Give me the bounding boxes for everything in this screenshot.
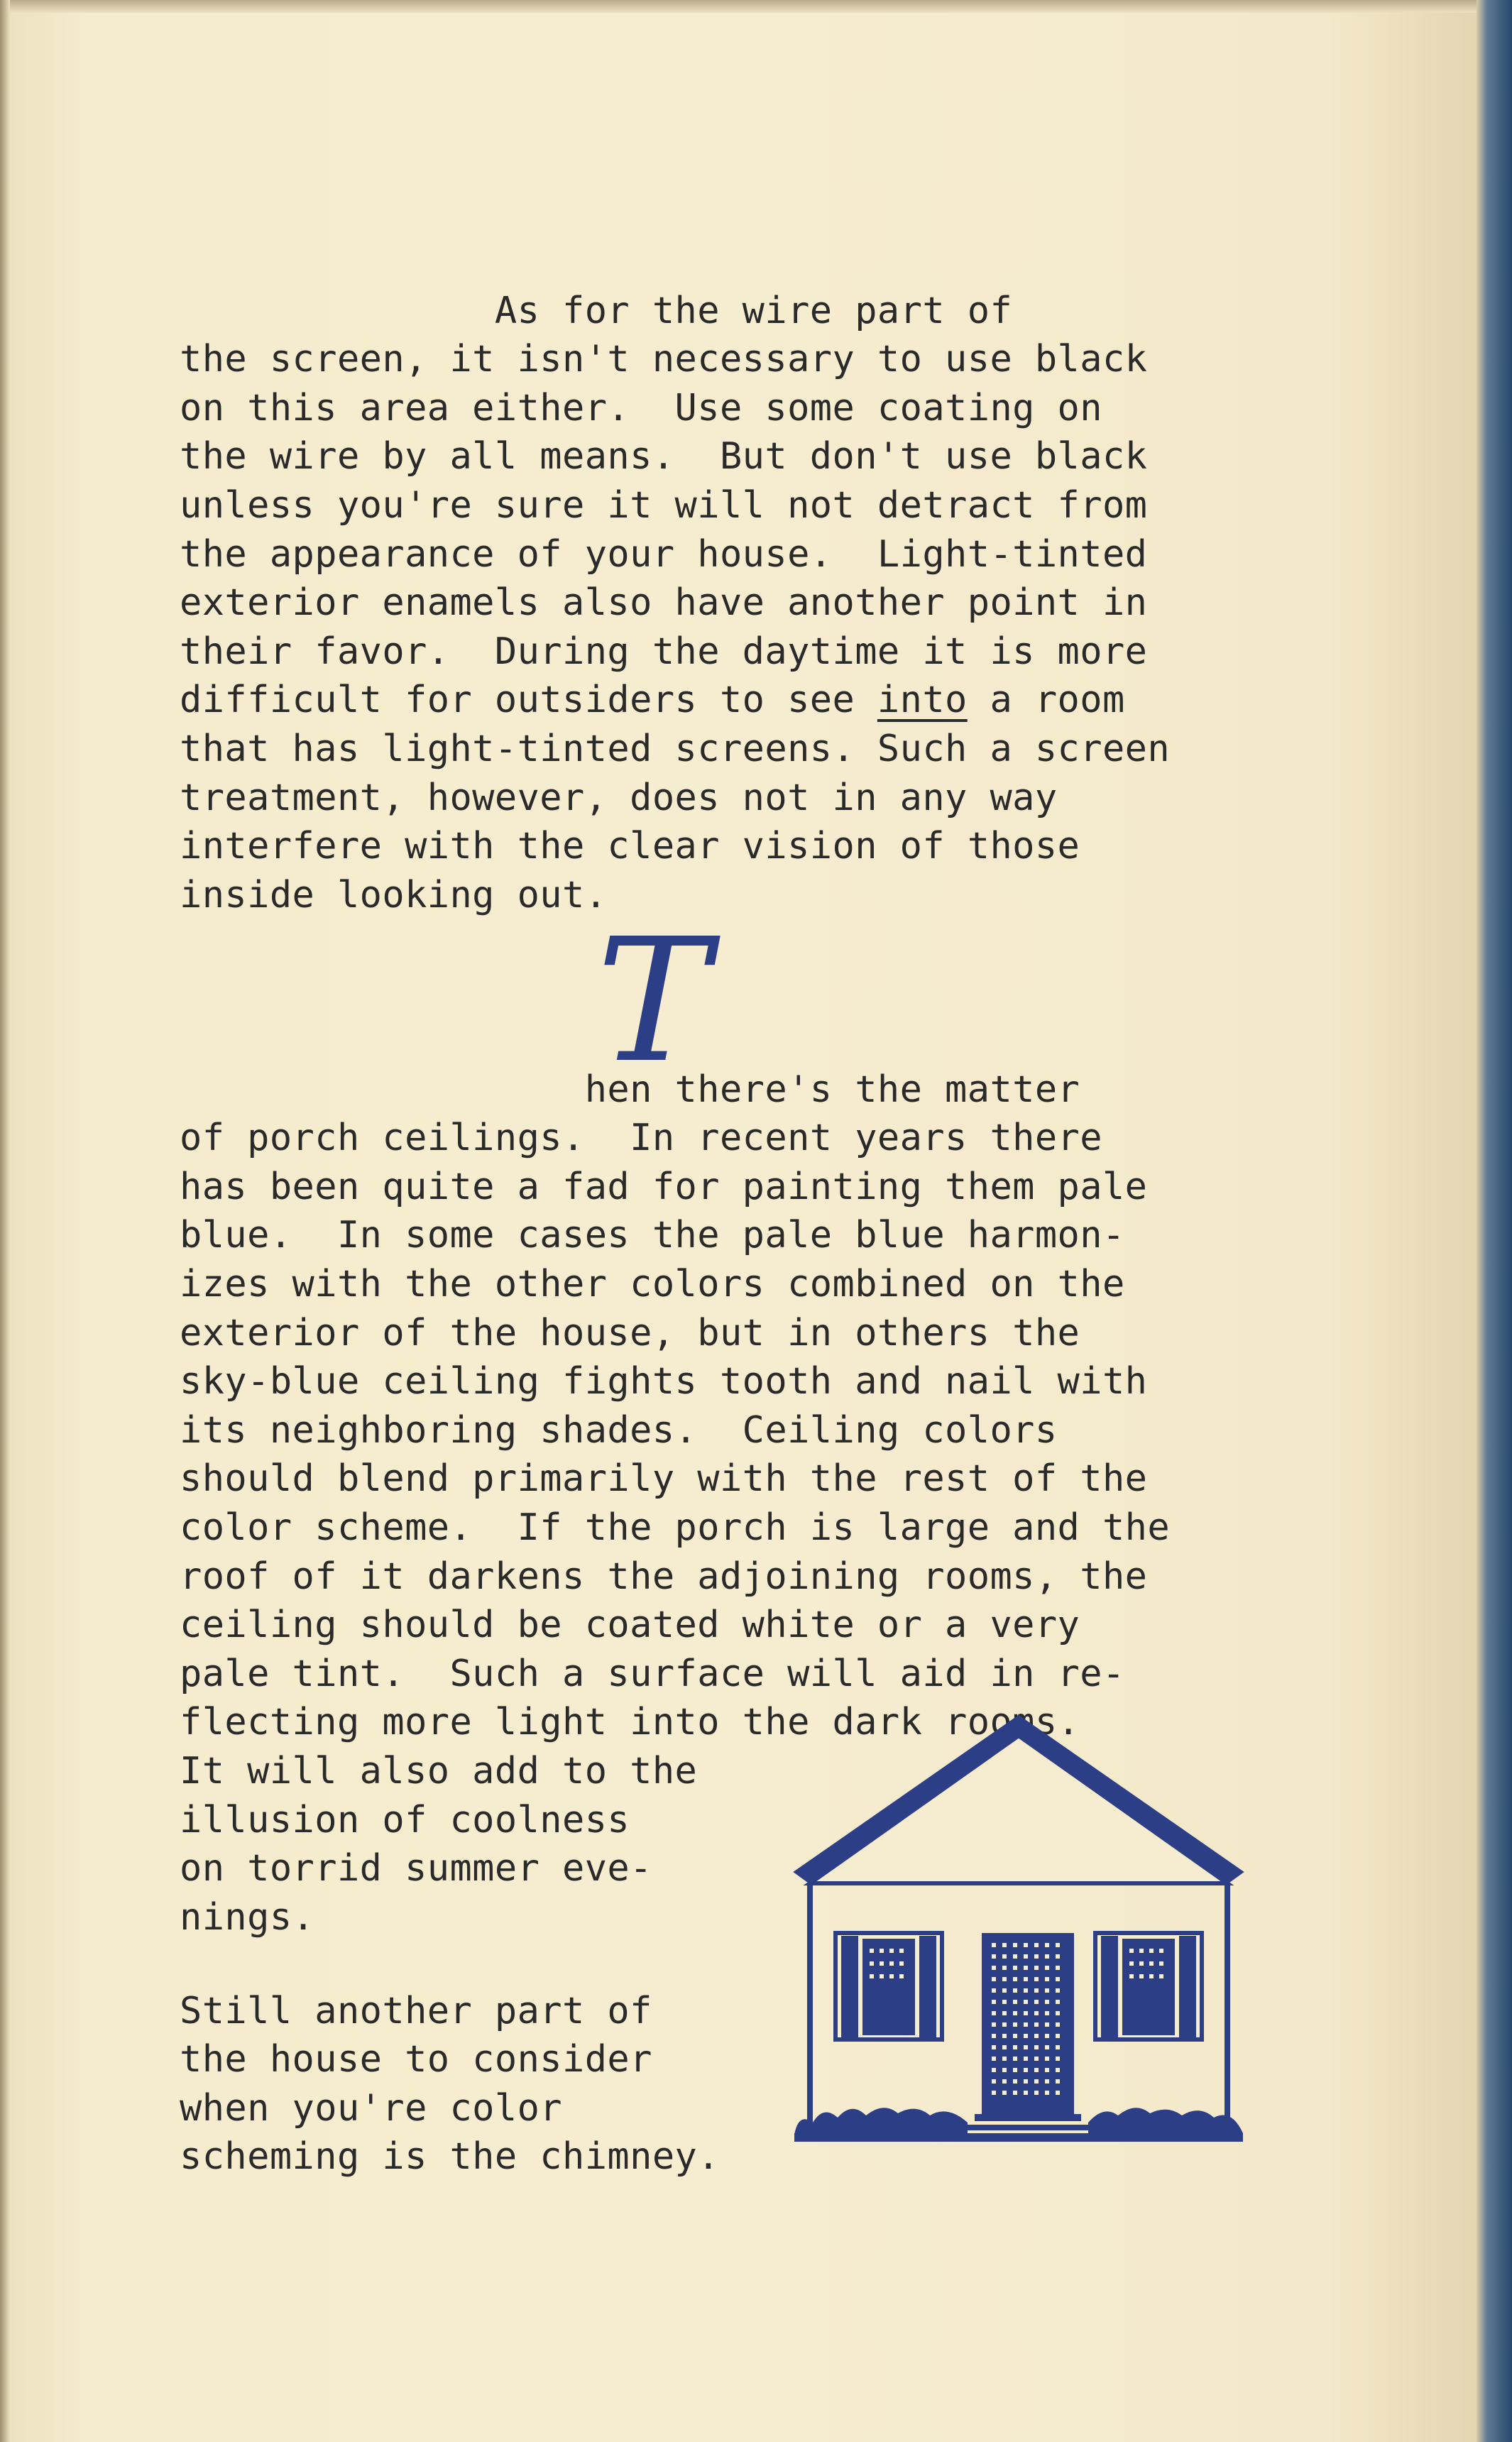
underlined-word: into — [877, 679, 968, 722]
text-line: on torrid summer eve- — [180, 1847, 652, 1890]
text-line: exterior enamels also have another point in — [180, 581, 1148, 625]
text-line: that has light-tinted screens. Such a screen — [180, 727, 1171, 770]
text-line: the house to consider — [180, 2038, 652, 2081]
window-right — [1095, 1933, 1202, 2039]
text-line: pale tint. Such a surface will aid in re- — [180, 1652, 1125, 1695]
text-line: difficult for outsiders to see — [180, 679, 877, 722]
text-line: inside looking out. — [180, 873, 608, 916]
text-line: should blend primarily with the rest of the — [180, 1457, 1148, 1501]
text-line: As for the wire part of — [180, 289, 1013, 332]
page-left-edge — [0, 0, 10, 2442]
text-line: nings. — [180, 1895, 315, 1939]
text-line: It will also add to the — [180, 1749, 698, 1792]
text-line: its neighboring shades. Ceiling colors — [180, 1408, 1058, 1452]
text-line: sky-blue ceiling fights tooth and nail with — [180, 1360, 1148, 1403]
window-left — [836, 1933, 942, 2039]
text-line: the screen, it isn't necessary to use black — [180, 338, 1148, 381]
door — [968, 1933, 1088, 2130]
text-line: when you're color — [180, 2086, 563, 2130]
text-line: their favor. During the daytime it is more — [180, 630, 1148, 673]
text-line: color scheme. If the porch is large and the — [180, 1506, 1171, 1549]
paragraph-chimney — [180, 1938, 720, 2181]
text-line: Still another part of — [180, 1989, 652, 2032]
text-line-tail: a room — [967, 679, 1125, 722]
drop-cap-letter: T — [596, 902, 711, 1100]
text-line: scheming is the chimney. — [180, 2135, 720, 2179]
text-line: ceiling should be coated white or a very — [180, 1604, 1080, 1647]
paragraph-wire-screen — [180, 238, 1170, 919]
book-binding-edge — [1477, 0, 1512, 2442]
text-line: izes with the other colors combined on the — [180, 1262, 1125, 1305]
text-line: the appearance of your house. Light-tinted — [180, 532, 1148, 576]
text-line: illusion of coolness — [180, 1798, 630, 1841]
page-top-edge — [0, 0, 1477, 13]
text-line: blue. In some cases the pale blue harmon- — [180, 1214, 1125, 1257]
text-line: hen there's the matter — [180, 1068, 1080, 1111]
text-line: treatment, however, does not in any way — [180, 776, 1058, 819]
text-line: exterior of the house, but in others the — [180, 1311, 1080, 1354]
text-line: the wire by all means. But don't use black — [180, 435, 1148, 478]
text-line: interfere with the clear vision of those — [180, 825, 1080, 868]
text-line: flecting more light into the dark rooms. — [180, 1701, 1080, 1744]
text-line: on this area either. Use some coating on — [180, 386, 1102, 429]
text-line: roof of it darkens the adjoining rooms, the — [180, 1555, 1148, 1598]
text-line: has been quite a fad for painting them pale — [180, 1165, 1148, 1208]
house-icon — [784, 1707, 1253, 2147]
text-line: unless you're sure it will not detract from — [180, 483, 1148, 527]
text-line: of porch ceilings. In recent years there — [180, 1117, 1102, 1160]
